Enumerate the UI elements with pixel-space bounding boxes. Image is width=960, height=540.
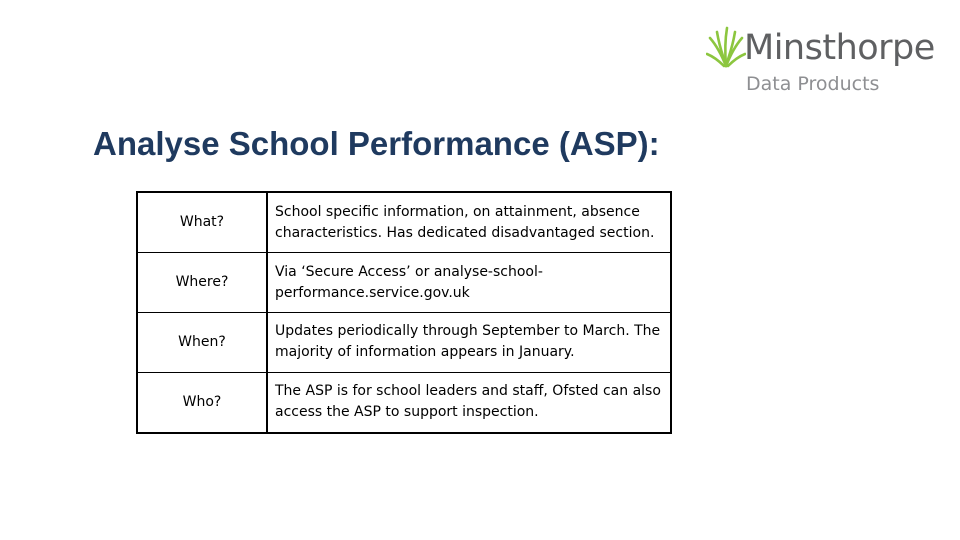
- answer-text: Updates periodically through September to March. The majority of information appears in January.: [275, 323, 661, 361]
- answer-text: School specific information, on attainment, absence characteristics. Has dedicated disadvantaged section.: [275, 203, 655, 241]
- answer-cell: [267, 253, 671, 313]
- question-cell: [137, 253, 267, 313]
- logo-subtitle: Data Products: [746, 73, 880, 95]
- question-cell: [137, 312, 267, 372]
- answer-cell: [267, 312, 671, 372]
- answer-cell: [267, 192, 671, 253]
- info-table: [136, 191, 672, 434]
- question-label: Where?: [175, 274, 229, 291]
- question-label: When?: [178, 333, 226, 350]
- question-cell: [137, 192, 267, 253]
- question-label: What?: [179, 214, 225, 231]
- leaf-logo-icon: [706, 26, 746, 68]
- answer-text: Via ‘Secure Access’ or analyse-school-performance.service.gov.uk: [275, 263, 543, 301]
- table-row: [137, 192, 671, 253]
- table-row: [137, 312, 671, 372]
- minsthorpe-logo: [706, 26, 936, 98]
- question-cell: [137, 372, 267, 433]
- question-label: Who?: [182, 393, 222, 410]
- answer-text: The ASP is for school leaders and staff, Ofsted can also access the ASP to support inspection.: [275, 383, 661, 421]
- table-row: [137, 372, 671, 433]
- table-row: [137, 253, 671, 313]
- logo-name: Minsthorpe: [744, 28, 935, 68]
- page-title: Analyse School Performance (ASP):: [93, 125, 660, 162]
- answer-cell: [267, 372, 671, 433]
